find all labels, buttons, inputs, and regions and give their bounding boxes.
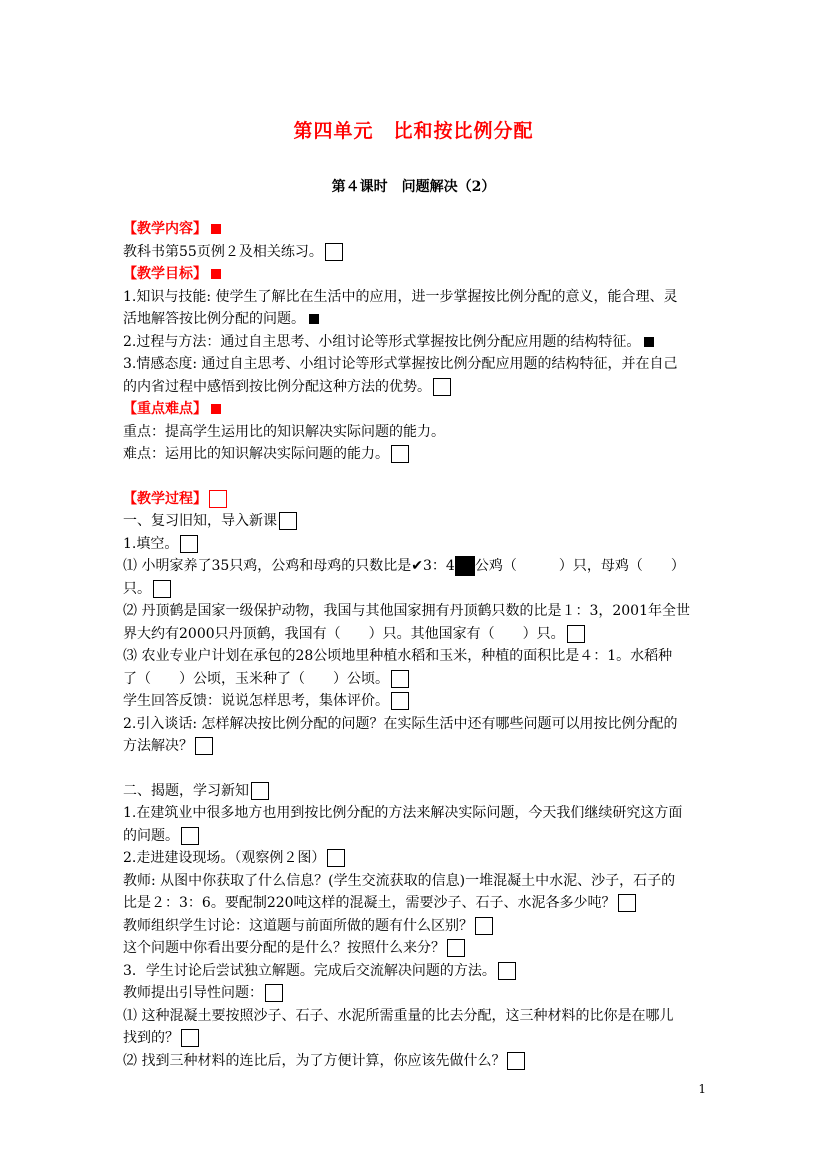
fill-in: 1.填空。 (123, 535, 179, 552)
checkbox-icon (181, 827, 199, 845)
content-text: 教科书第55页例２及相关练习。 (123, 243, 323, 260)
new-2: 2.走进建设现场。（观察例２图） (123, 850, 326, 866)
checkbox-icon (567, 625, 585, 643)
checkbox-icon (181, 1029, 199, 1047)
red-square-marker (211, 224, 221, 234)
new-knowledge-heading: 二、揭题，学习新知 (123, 782, 249, 799)
question-1-ratio: 3：4 (423, 558, 455, 574)
checkbox-icon (180, 535, 198, 553)
question-2-line-b: 界大约有2000只丹顶鹤，我国有（ ）只。其他国家有（ ）只。 (123, 625, 565, 642)
checkbox-icon (447, 939, 465, 957)
checkbox-icon (391, 692, 409, 710)
checkbox-icon (391, 445, 409, 463)
content-heading: 【教学内容】 (123, 221, 207, 237)
goal-1-line-a: 1.知识与技能: 使学生了解比在生活中的应用，进一步掌握按比例分配的意义，能合理、灵 (123, 288, 678, 305)
key-point: 重点：提高学生运用比的知识解决实际问题的能力。 (123, 423, 445, 440)
goal-3-line-a: 3.情感态度: 通过自主思考、小组讨论等形式掌握按比例分配应用题的结构特征，并在自己 (123, 356, 678, 372)
question-3-line-b: 了（ ）公顷，玉米种了（ ）公顷。 (123, 670, 389, 687)
check-mark-icon: ✔ (411, 558, 423, 574)
discussion: 教师组织学生讨论：这道题与前面所做的题有什么区别？ (123, 917, 473, 934)
question-2-line-a: ⑵ 丹顶鹤是国家一级保护动物，我国与其他国家拥有丹顶鹤只数的比是１：3，2001年全世 (123, 603, 690, 619)
new-1-line-b: 的问题。 (123, 827, 179, 844)
checkbox-icon (475, 917, 493, 935)
checkbox-icon (391, 670, 409, 688)
checkbox-icon (498, 962, 516, 980)
question-3-line-a: ⑶ 农业专业户计划在承包的28公顷地里种植水稻和玉米，种植的面积比是４：1。水稻种 (123, 648, 673, 664)
guide-2: ⑵ 找到三种材料的连比后，为了方便计算，你应该先做什么？ (123, 1052, 506, 1069)
teacher-line-a: 教师: 从图中你获取了什么信息？(学生交流获取的信息)一堆混凝土中水泥、沙子，石子的 (123, 872, 676, 889)
checkbox-icon (265, 984, 283, 1002)
red-square-marker (211, 269, 221, 279)
guide-questions: 教师提出引导性问题： (123, 985, 263, 1001)
question-1-rest: 公鸡（ ）只，母鸡（ ） (474, 558, 685, 574)
new-1-line-a: 1.在建筑业中很多地方也用到按比例分配的方法来解决实际问题，今天我们继续研究这方面 (123, 805, 683, 821)
red-checkbox-icon (209, 490, 227, 508)
student-feedback: 学生回答反馈：说说怎样思考，集体评价。 (123, 693, 389, 709)
new-3: 3．学生讨论后尝试独立解题。完成后交流解决问题的方法。 (123, 962, 496, 979)
checkbox-icon (325, 243, 343, 261)
checkbox-icon (618, 894, 636, 912)
guide-1-line-b: 找到的？ (123, 1030, 179, 1046)
review-heading: 一、复习旧知，导入新课 (123, 513, 277, 529)
goals-heading: 【教学目标】 (123, 266, 207, 282)
guide-1-line-a: ⑴ 这种混凝土要按照沙子、石子、水泥所需重量的比去分配，这三种材料的比你是在哪儿 (123, 1007, 674, 1024)
intro-line-a: 2.引入谈话: 怎样解决按比例分配的问题？在实际生活中还有哪些问题可以用按比例分配的 (123, 715, 678, 732)
black-block-icon (455, 556, 475, 576)
checkbox-icon (251, 782, 269, 800)
goal-3-line-b: 的内省过程中感悟到按比例分配这种方法的优势。 (123, 378, 431, 395)
red-square-marker (211, 404, 221, 414)
black-square-marker (309, 314, 319, 324)
lesson-body (123, 218, 708, 1072)
checkbox-icon (507, 1052, 525, 1070)
teacher-line-b: 比是２：3：6。要配制220吨这样的混凝土，需要沙子、石子、水泥各多少吨？ (123, 895, 616, 911)
unit-title: 第四单元 比和按比例分配 (293, 120, 534, 142)
difficulty: 难点：运用比的知识解决实际问题的能力。 (123, 446, 389, 462)
goal-1-line-b: 活地解答按比例分配的问题。 (123, 311, 305, 327)
checkbox-icon (279, 512, 297, 530)
key-heading: 【重点难点】 (123, 401, 207, 417)
checkbox-icon (195, 737, 213, 755)
process-heading: 【教学过程】 (123, 490, 207, 507)
allocation-question: 这个问题中你看出要分配的是什么？按照什么来分？ (123, 940, 445, 956)
lesson-subtitle: 第４课时 问题解决（2） (331, 179, 496, 195)
goal-2: 2.过程与方法：通过自主思考、小组讨论等形式掌握按比例分配应用题的结构特征。 (123, 333, 641, 350)
page-number: 1 (698, 1082, 706, 1096)
checkbox-icon (433, 378, 451, 396)
intro-line-b: 方法解决？ (123, 738, 193, 754)
checkbox-icon (327, 849, 345, 867)
checkbox-icon (153, 580, 171, 598)
black-square-marker (644, 337, 654, 347)
question-1-line-a: ⑴ 小明家养了35只鸡，公鸡和母鸡的只数比是 (123, 558, 412, 574)
question-1-line-b: 只。 (123, 580, 151, 597)
